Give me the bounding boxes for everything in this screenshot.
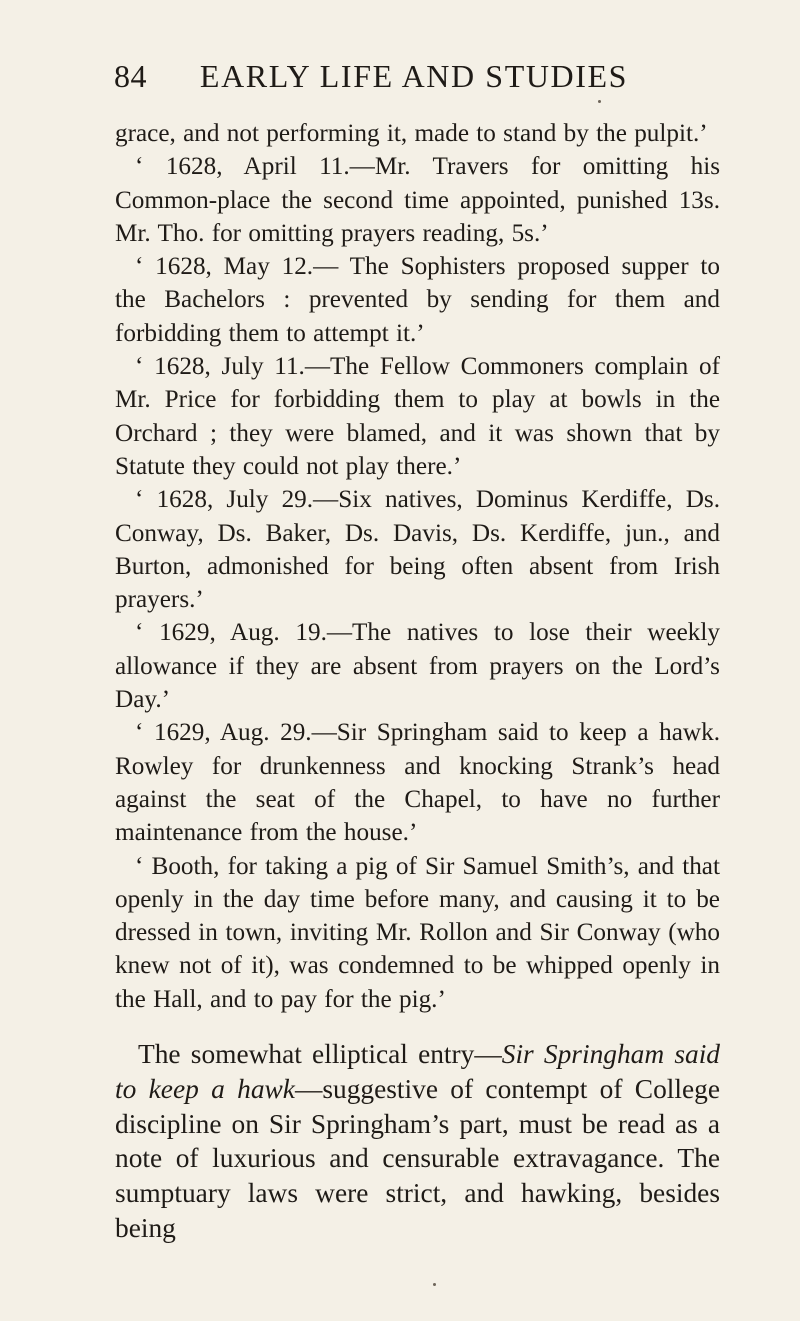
entry-1629-aug-19: ‘ 1629, Aug. 19.—The natives to lose their weekly allowance if they are absent from prayers on the Lord’s Day.’ <box>115 619 720 714</box>
entry-1628-july-29: ‘ 1628, July 29.—Six natives, Dominus Kerdiffe, Ds. Conway, Ds. Baker, Ds. Davis, Ds. Kerdiffe, jun., and Burton, admonished for being often absent from Irish prayers.’ <box>115 486 720 614</box>
print-speck <box>433 1283 436 1286</box>
page-body <box>115 117 720 1246</box>
record-entries <box>115 117 720 1016</box>
commentary-after: —suggestive of contempt of College discipline on Sir Springham’s part, must be read as a note of luxurious and censurable extravagance. The sumptuary laws were strict, and hawking, besides being <box>115 1073 721 1243</box>
entry-1628-july-11: ‘ 1628, July 11.—The Fellow Commoners complain of Mr. Price for forbidding them to play at bowls in the Orchard ; they were blamed, and it was shown that by Statute they could not play there.’ <box>115 353 720 480</box>
entry-continuation: grace, and not performing it, made to stand by the pulpit.’ <box>115 120 708 147</box>
entry-1628-april-11: ‘ 1628, April 11.—Mr. Travers for omitting his Common-place the second time appointed, punished 13s. Mr. Tho. for omitting prayers reading, 5s.’ <box>115 153 720 247</box>
commentary <box>115 1037 720 1246</box>
entry-1629-aug-29: ‘ 1629, Aug. 29.—Sir Springham said to keep a hawk. Rowley for drunkenness and knocking Strank’s head against the seat of the Chapel, to have no further maintenance from the house.’ <box>115 719 720 847</box>
commentary-paragraph <box>115 1037 720 1246</box>
page-header <box>114 58 714 102</box>
page-number: 84 <box>114 58 147 94</box>
entry-1628-may-12: ‘ 1628, May 12.— The Sophisters proposed supper to the Bachelors : prevented by sending for them and forbidding them to attempt it.’ <box>115 253 720 347</box>
commentary-before: The somewhat elliptical entry— <box>138 1039 502 1070</box>
entry-booth: ‘ Booth, for taking a pig of Sir Samuel Smith’s, and that openly in the day time before many, and causing it to be dressed in town, inviting Mr. Rollon and Sir Conway (who knew not of it), was condemned to be whipped openly in the Hall, and to pay for the pig.’ <box>115 852 720 1013</box>
commentary-italic-quote: Sir Springham said to keep a hawk <box>115 1039 720 1104</box>
running-head: EARLY LIFE AND STUDIES <box>199 58 629 94</box>
print-speck <box>598 100 601 103</box>
